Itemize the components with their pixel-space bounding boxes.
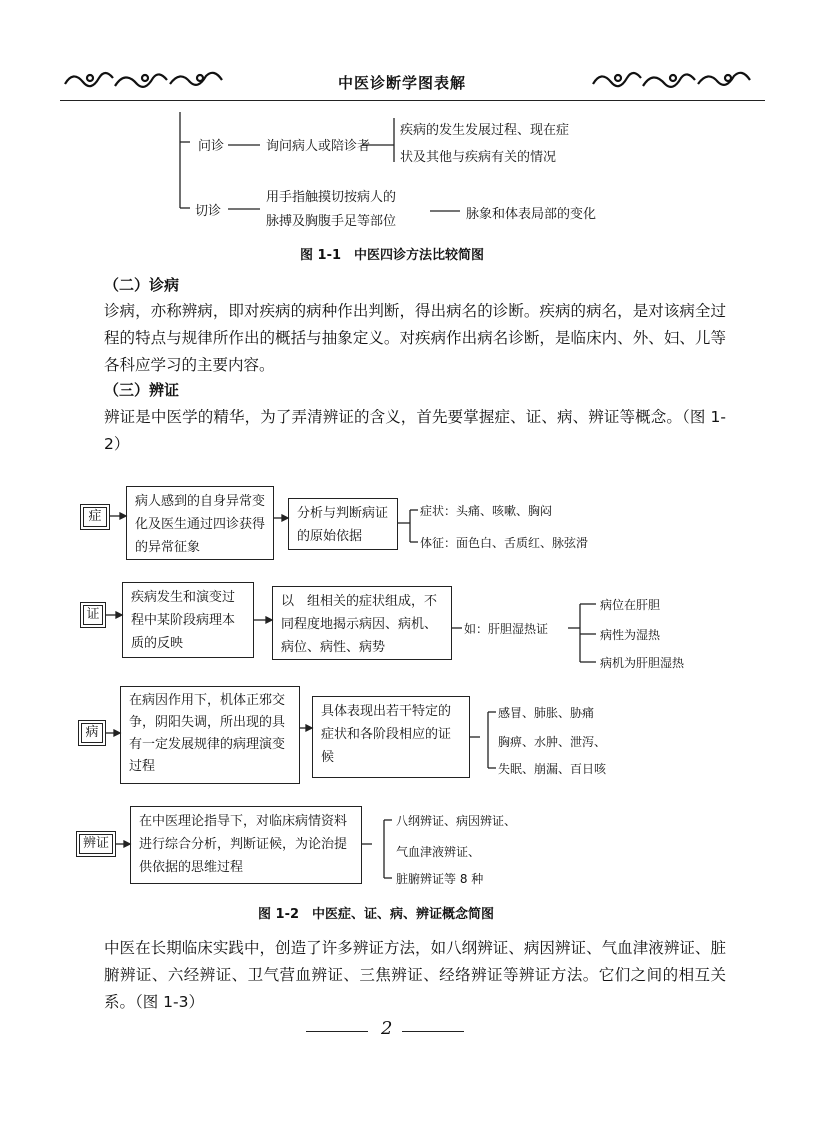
section-2-paragraph: 诊病，亦称辨病，即对疾病的病种作出判断，得出病名的诊断。疾病的病名，是对该病全过程的特点与规律所作出的概括与抽象定义。对疾病作出病名诊断，是临床内、外、妇、儿等各科应学习的主要内容。 [104, 302, 726, 374]
fig2-zheng-symptom-out2: 体征：面色白、舌质红、脉弦滑 [420, 536, 589, 550]
closing-paragraph: 中医在长期临床实践中，创造了许多辨证方法，如八纲辨证、病因辨证、气血津液辨证、脏腑辨证、六经辨证、卫气营血辨证、三焦辨证、经络辨证等辨证方法。它们之间的相互关系。（图 1-3） [104, 939, 726, 1011]
fig2-zheng-symptom-box2: 分析与判断病证的原始依据 [288, 498, 398, 550]
fig2-label-zheng-symptom: 症 [80, 504, 110, 530]
fig2-zheng-syndrome-mid: 如：肝胆湿热证 [464, 622, 549, 636]
footer-rule-right [402, 1031, 464, 1032]
fig2-bing-box2: 具体表现出若干特定的症状和各阶段相应的证候 [312, 696, 470, 778]
footer-rule-left [306, 1031, 368, 1032]
fig2-zheng-syndrome-out1: 病位在肝胆 [600, 598, 661, 612]
fig1-qiezhen-desc-1: 用手指触摸切按病人的 [266, 190, 397, 205]
fig2-bing-out1: 感冒、肺胀、胁痛 [498, 706, 595, 720]
fig1-caption: 图 1-1 中医四诊方法比较简图 [300, 248, 485, 263]
section-2-heading: （二）诊病 [104, 276, 180, 294]
fig2-caption: 图 1-2 中医症、证、病、辨证概念简图 [258, 907, 495, 922]
fig1-qiezhen-desc-2: 脉搏及胸腹手足等部位 [266, 214, 397, 229]
fig2-label-zheng-syndrome: 证 [80, 602, 106, 628]
fig2-bing-box1: 在病因作用下，机体正邪交争，阴阳失调，所出现的具有一定发展规律的病理演变过程 [120, 686, 300, 784]
fig2-zheng-symptom-out1: 症状：头痛、咳嗽、胸闷 [420, 504, 553, 518]
fig2-zheng-syndrome-box2: 以 组相关的症状组成，不同程度地揭示病因、病机、病位、病性、病势 [272, 586, 452, 660]
fig2-zheng-symptom-box1: 病人感到的自身异常变化及医生通过四诊获得的异常征象 [126, 486, 274, 560]
fig2-bianzheng-out2: 气血津液辨证、 [396, 845, 481, 859]
fig1-wenzhen-desc: 询问病人或陪诊者 [266, 139, 371, 154]
fig1-wenzhen-result-2: 状及其他与疾病有关的情况 [400, 150, 557, 165]
fig2-bing-out2: 胸痹、水肿、泄泻、 [498, 735, 607, 749]
fig1-wenzhen-label: 问诊 [198, 139, 225, 154]
fig2-bianzheng-out3: 脏腑辨证等 8 种 [396, 872, 484, 886]
fig2-label-bianzheng: 辨证 [76, 831, 116, 857]
fig2-bianzheng-out1: 八纲辨证、病因辨证、 [396, 814, 517, 828]
fig2-zheng-syndrome-box1: 疾病发生和演变过程中某阶段病理本质的反映 [122, 582, 254, 658]
fig1-wenzhen-result-1: 疾病的发生发展过程、现在症 [400, 123, 570, 138]
section-3-paragraph: 辨证是中医学的精华，为了弄清辨证的含义，首先要掌握症、证、病、辨证等概念。（图 1-2） [104, 408, 726, 453]
fig1-qiezhen-label: 切诊 [195, 204, 222, 219]
section-3-heading: （三）辨证 [104, 381, 180, 399]
fig2-zheng-syndrome-out2: 病性为湿热 [600, 628, 661, 642]
page-number: 2 [381, 1018, 393, 1039]
fig2-zheng-syndrome-out3: 病机为肝胆湿热 [600, 656, 685, 670]
fig2-bianzheng-box1: 在中医理论指导下，对临床病情资料进行综合分析，判断证候，为论治提供依据的思维过程 [130, 806, 362, 884]
fig2-label-bing: 病 [78, 720, 106, 746]
fig2-bing-out3: 失眠、崩漏、百日咳 [498, 762, 607, 776]
fig1-qiezhen-result: 脉象和体表局部的变化 [466, 207, 597, 222]
header-title: 中医诊断学图表解 [338, 74, 467, 92]
